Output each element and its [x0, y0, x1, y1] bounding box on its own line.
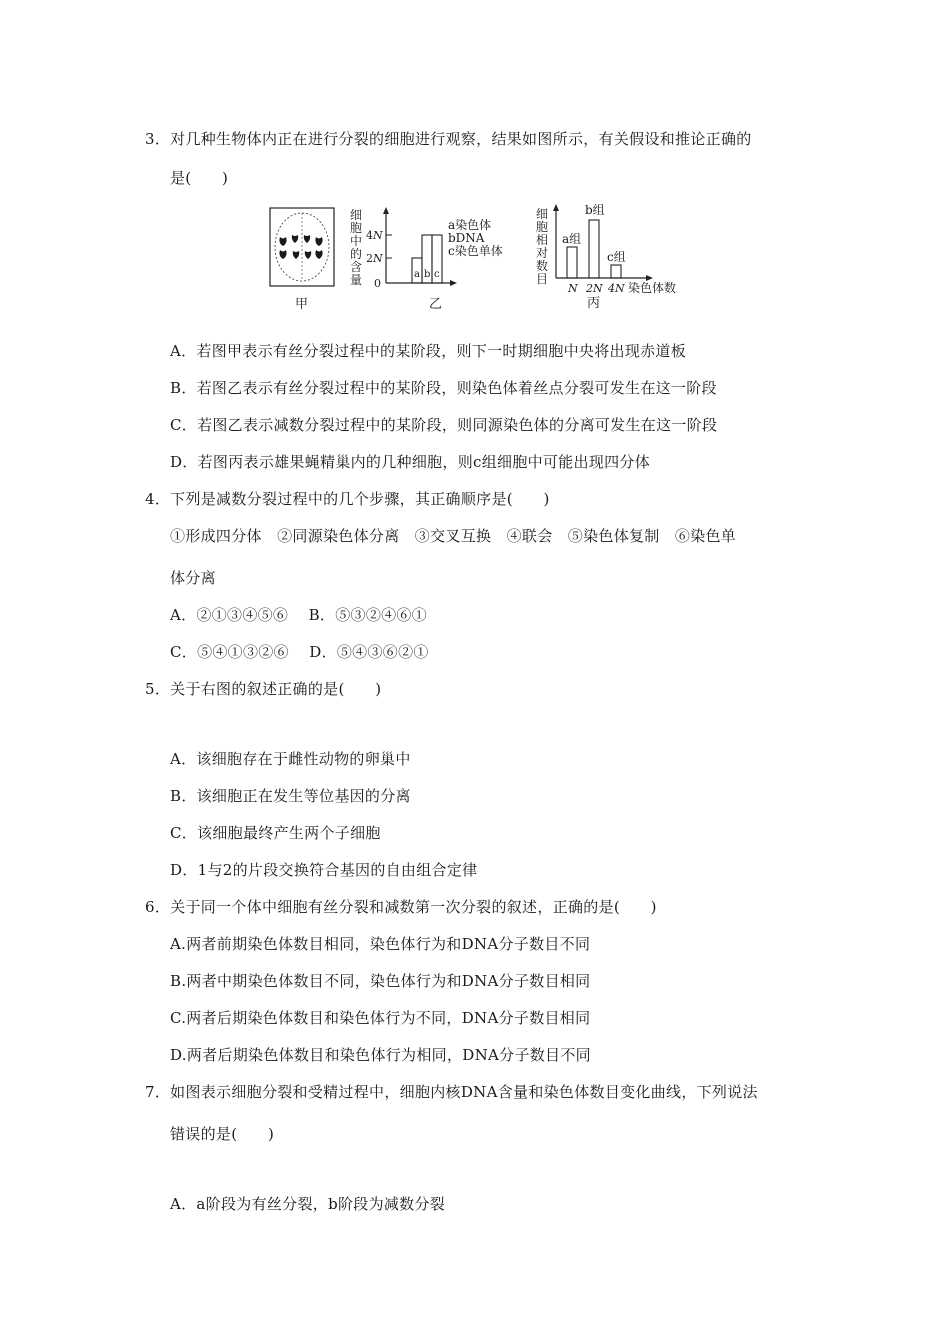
q5-option-c: C．该细胞最终产生两个子细胞: [170, 824, 381, 842]
yi-bar-letter-a: a: [414, 269, 420, 280]
q4-steps-line1: ①形成四分体 ②同源染色体分离 ③交叉互换 ④联会 ⑤染色体复制 ⑥染色单: [170, 527, 737, 545]
yi-ylabel-char: 的: [350, 247, 363, 261]
q4-steps-line2: 体分离: [170, 569, 216, 587]
bing-label-c: c组: [607, 250, 626, 264]
figure-yi-caption: 乙: [429, 297, 443, 312]
yi-legend-c: c染色单体: [448, 244, 503, 258]
bing-label-b: b组: [585, 203, 605, 217]
q4-options-ab: A．②①③④⑤⑥ B．⑤③②④⑥①: [170, 606, 428, 624]
chromosomes: [279, 235, 322, 259]
bing-xtick-n: N: [568, 282, 578, 295]
q5-stem: 5．关于右图的叙述正确的是( ): [145, 680, 382, 698]
q6-option-a: A.两者前期染色体数目相同，染色体行为和DNA分子数目不同: [170, 935, 591, 953]
bing-label-a: a组: [562, 232, 582, 246]
bing-xtick-2n: 2N: [586, 282, 603, 295]
figure-yi: [346, 205, 526, 315]
q6-option-d: D.两者后期染色体数目和染色体行为相同，DNA分子数目不同: [170, 1046, 591, 1064]
yi-ylabel-char: 量: [350, 273, 363, 287]
q5-option-d: D．1与2的片段交换符合基因的自由组合定律: [170, 861, 478, 879]
figure-jia-caption: 甲: [295, 297, 309, 312]
bing-xtick-4n: 4N: [608, 282, 625, 295]
bing-y-arrow: [553, 204, 559, 211]
yi-tick-4n-num: 4: [366, 229, 373, 242]
figure-bing-caption: 丙: [587, 296, 601, 311]
bing-ylabel-char: 胞: [536, 220, 549, 234]
q6-option-b: B.两者中期染色体数目不同，染色体行为和DNA分子数目相同: [170, 972, 591, 990]
yi-legend-b: bDNA: [448, 231, 485, 245]
bing-xlabel: 染色体数: [628, 281, 677, 295]
bing-ylabel-char: 数: [536, 259, 549, 273]
q7-stem-line2: 错误的是( ): [170, 1125, 275, 1143]
q3-option-d: D．若图丙表示雄果蝇精巢内的几种细胞，则c组细胞中可能出现四分体: [170, 453, 651, 471]
yi-tick-zero: 0: [374, 277, 381, 290]
q3-stem-line2: 是( ): [170, 169, 229, 187]
yi-bar-letter-b: b: [424, 269, 431, 280]
bing-ylabel-char: 目: [536, 272, 549, 286]
q4-options-cd: C．⑤④①③②⑥ D．⑤④③⑥②①: [170, 643, 429, 661]
bing-bar-c: [611, 265, 621, 278]
q4-stem: 4．下列是减数分裂过程中的几个步骤，其正确顺序是( ): [145, 490, 550, 508]
q3-stem-line1: 3．对几种生物体内正在进行分裂的细胞进行观察，结果如图所示，有关假设和推论正确的: [145, 130, 752, 148]
yi-y-arrow: [383, 207, 389, 214]
q3-option-c: C．若图乙表示减数分裂过程中的某阶段，则同源染色体的分离可发生在这一阶段: [170, 416, 718, 434]
figure-bing: [532, 200, 697, 315]
yi-legend-a: a染色体: [448, 218, 492, 232]
bing-ylabel-char: 相: [536, 233, 549, 247]
yi-bar-letter-c: c: [434, 269, 440, 280]
yi-tick-4n-n: N: [373, 229, 383, 242]
bing-bar-a: [567, 247, 577, 278]
yi-ylabel-char: 胞: [350, 221, 363, 235]
q6-stem: 6．关于同一个体中细胞有丝分裂和减数第一次分裂的叙述，正确的是( ): [145, 898, 657, 916]
q7-stem-line1: 7．如图表示细胞分裂和受精过程中，细胞内核DNA含量和染色体数目变化曲线，下列说法: [145, 1083, 758, 1101]
yi-x-arrow: [450, 280, 457, 286]
yi-ylabel-char: 中: [350, 234, 363, 248]
yi-ylabel-char: 含: [350, 260, 363, 274]
yi-ylabel-char: 细: [350, 208, 363, 222]
bing-ylabel-char: 对: [536, 246, 549, 260]
q7-option-a: A．a阶段为有丝分裂，b阶段为减数分裂: [170, 1195, 446, 1213]
q3-option-b: B．若图乙表示有丝分裂过程中的某阶段，则染色体着丝点分裂可发生在这一阶段: [170, 379, 717, 397]
bing-bar-b: [589, 220, 599, 278]
yi-tick-2n-n: N: [373, 252, 383, 265]
q5-option-a: A．该细胞存在于雌性动物的卵巢中: [170, 750, 411, 768]
q5-option-b: B．该细胞正在发生等位基因的分离: [170, 787, 411, 805]
figure-jia: [263, 205, 343, 315]
q6-option-c: C.两者后期染色体数目和染色体行为不同，DNA分子数目相同: [170, 1009, 591, 1027]
q3-option-a: A．若图甲表示有丝分裂过程中的某阶段，则下一时期细胞中央将出现赤道板: [170, 342, 687, 360]
yi-tick-2n-num: 2: [366, 252, 373, 265]
bing-ylabel-char: 细: [536, 207, 549, 221]
